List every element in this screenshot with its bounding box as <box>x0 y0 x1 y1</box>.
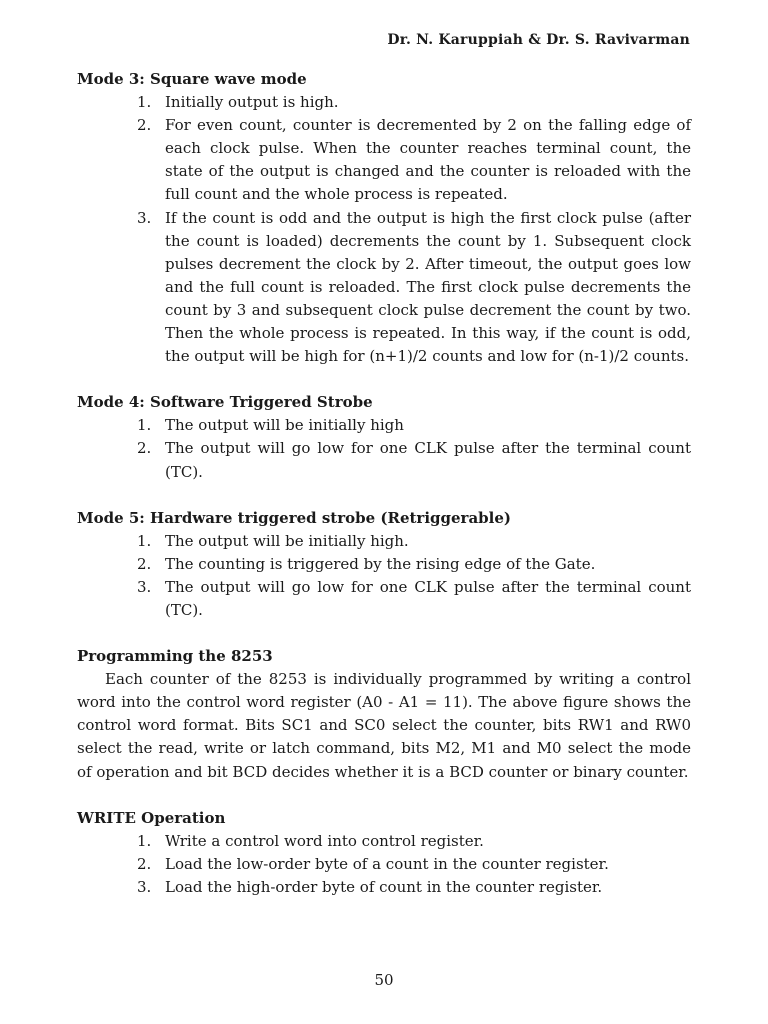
section-heading: Mode 3: Square wave mode <box>77 70 307 88</box>
list-item <box>77 414 691 437</box>
section-mode5 <box>77 507 691 622</box>
numbered-list <box>77 830 691 899</box>
item-text: The counting is triggered by the rising edge of the Gate. <box>165 554 596 573</box>
section-heading: Mode 5: Hardware triggered strobe (Retriggerable) <box>77 508 511 527</box>
item-text: Load the high-order byte of count in the counter register. <box>165 877 603 896</box>
item-number: 3. <box>137 577 152 596</box>
list-item <box>77 207 691 369</box>
item-number: 3. <box>137 208 152 227</box>
list-item <box>77 853 691 876</box>
list-item <box>77 530 691 553</box>
item-number: 2. <box>137 854 152 873</box>
item-number: 2. <box>137 116 152 135</box>
item-text: If the count is odd and the output is high the first clock pulse (after the count is loaded) decrements the count by 1. Subsequent clock pulses decrement the clock by 2. After timeout, the output goes low and the full count is reloaded. The first clock pulse decrements the count by 3 and subsequent clock pulse decrement the count by two. Then the whole process is repeated. In this way, if the count is odd, the output will be high for (n+1)/2 counts and low for (n-1)/2 counts. <box>165 208 691 366</box>
item-number: 3. <box>137 877 152 896</box>
item-text: The output will go low for one CLK pulse after the terminal count (TC). <box>165 577 691 619</box>
running-header: Dr. N. Karuppiah & Dr. S. Ravivarman <box>387 32 690 48</box>
section-heading: Programming the 8253 <box>77 647 273 666</box>
list-item <box>77 876 691 899</box>
section-heading: WRITE Operation <box>77 808 226 827</box>
item-number: 2. <box>137 554 152 573</box>
item-text: The output will be initially high <box>165 416 404 435</box>
list-item <box>77 576 691 622</box>
list-item <box>77 114 691 206</box>
numbered-list <box>77 414 691 483</box>
item-text: Write a control word into control register. <box>165 831 484 850</box>
section-mode3 <box>77 68 691 368</box>
item-number: 2. <box>137 439 152 458</box>
item-text: The output will go low for one CLK pulse after the terminal count (TC). <box>165 439 691 481</box>
item-number: 1. <box>137 831 152 850</box>
list-item <box>77 830 691 853</box>
section-write <box>77 807 691 899</box>
list-item <box>77 91 691 114</box>
section-heading: Mode 4: Software Triggered Strobe <box>77 393 373 412</box>
numbered-list <box>77 91 691 368</box>
item-number: 1. <box>137 416 152 435</box>
numbered-list <box>77 530 691 622</box>
item-text: Load the low-order byte of a count in the counter register. <box>165 854 609 873</box>
item-text: The output will be initially high. <box>165 531 409 550</box>
section-mode4 <box>77 391 691 483</box>
page-number: 50 <box>374 971 394 989</box>
page-body <box>77 68 691 922</box>
section-programming <box>77 645 691 784</box>
list-item <box>77 437 691 483</box>
list-item <box>77 553 691 576</box>
item-number: 1. <box>137 531 152 550</box>
item-text: Initially output is high. <box>165 93 339 112</box>
item-text: For even count, counter is decremented by 2 on the falling edge of each clock pulse. When the counter reaches terminal count, the state of the output is changed and the counter is reloaded with the full count and the whole process is repeated. <box>165 116 691 204</box>
body-paragraph: Each counter of the 8253 is individually programmed by writing a control word into the control word register (A0 - A1 = 11). The above figure shows the control word format. Bits SC1 and SC0 select the counter, bits RW1 and RW0 select the read, write or latch command, bits M2, M1 and M0 select the mode of operation and bit BCD decides whether it is a BCD counter or binary counter. <box>77 670 691 781</box>
item-number: 1. <box>137 93 152 112</box>
